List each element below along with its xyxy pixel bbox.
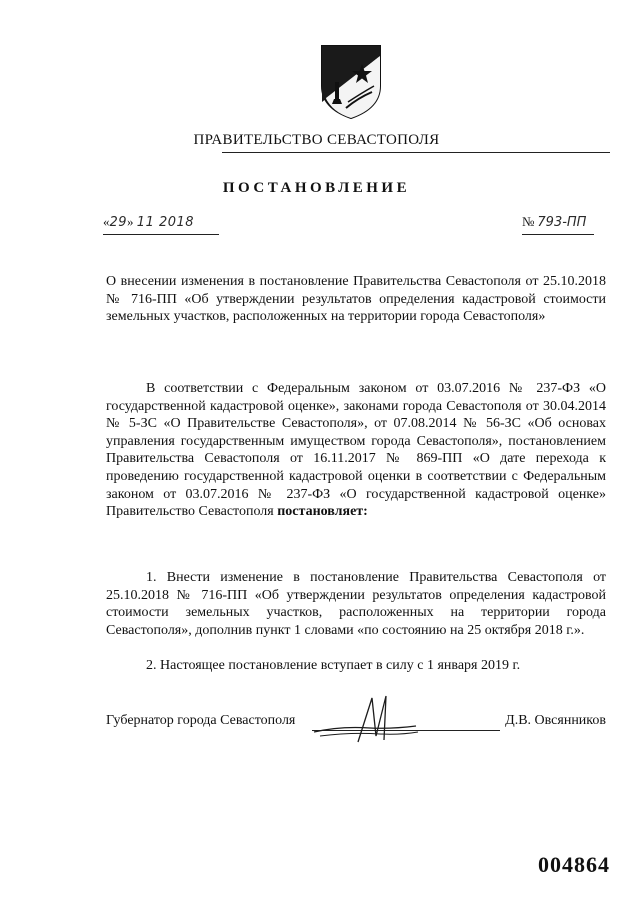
date-day: 29 — [109, 215, 128, 230]
date-quote-close: » — [127, 214, 134, 229]
serial-number: 004864 — [538, 852, 610, 877]
resolves-word: постановляет: — [277, 504, 368, 520]
signatory-name: Д.В. Овсянников — [505, 713, 606, 728]
document-date — [103, 214, 219, 235]
number-value: 793-ПП — [537, 215, 587, 230]
document-subject: О внесении изменения в постановление Правительства Севастополя от 25.10.2018 № 716-ПП «Об утверждении результатов определения кадастровой стоимости земельных участков, расположенных на территории города Севастополя» — [106, 274, 606, 325]
number-prefix: № — [522, 214, 535, 229]
resolution-item-2: 2. Настоящее постановление вступает в силу с 1 января 2019 г. — [146, 658, 521, 673]
document-type: ПОСТАНОВЛЕНИЕ — [222, 180, 411, 196]
date-month-year: 11 2018 — [136, 215, 195, 230]
document-number — [522, 214, 594, 235]
date-quote-open: « — [103, 214, 110, 229]
title-rule — [222, 152, 610, 153]
government-title: ПРАВИТЕЛЬСТВО СЕВАСТОПОЛЯ — [193, 132, 440, 148]
handwritten-signature — [300, 692, 430, 748]
preamble-text: В соответствии с Федеральным законом от 03.07.2016 № 237-ФЗ «О государственной кадастровой оценке», законами города Севастополя от 30.04.2014 № 5-ЗС «О Правительстве Севастополя», от 07.08.2014 № 56-ЗС «Об основах управления государственным имуществом города Севастополя», постановлением Правительства Севастополя от 16.11.2017 № 869-ПП «О дате перехода к проведению государственной кадастровой оценки в соответствии с Федеральным законом от 03.07.2016 № 237-ФЗ «О государственной кадастровой оценке» Правительство Севастополя — [106, 381, 606, 520]
resolution-item-1: 1. Внести изменение в постановление Правительства Севастополя от 25.10.2018 № 716-ПП «Об утверждении результатов определения кадастровой стоимости земельных участков, расположенных на территории города Севастополя», дополнив пункт 1 словами «по состоянию на 25 октября 2018 г.». — [106, 570, 606, 638]
preamble — [106, 380, 606, 521]
signatory-position: Губернатор города Севастополя — [106, 713, 296, 728]
coat-of-arms-icon — [318, 42, 384, 120]
